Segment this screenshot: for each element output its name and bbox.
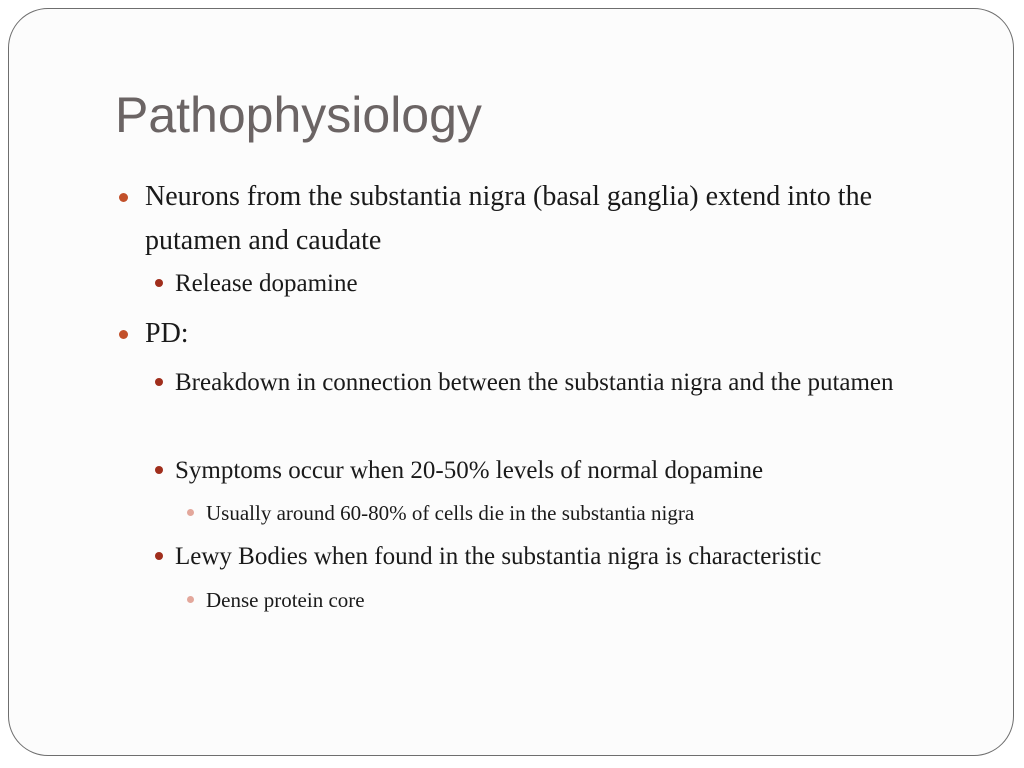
slide-content — [9, 9, 1013, 755]
bullet-dot-icon — [155, 552, 163, 560]
bullet-item — [206, 586, 966, 614]
bullet-item — [175, 263, 975, 304]
bullet-item — [175, 536, 975, 577]
bullet-item — [206, 499, 966, 527]
slide-title: Pathophysiology — [115, 87, 482, 143]
bullet-item — [145, 312, 975, 356]
bullet-dot-icon — [155, 378, 163, 386]
bullet-dot-icon — [187, 596, 194, 603]
bullet-text: Lewy Bodies when found in the substantia nigra is characteristic — [175, 543, 822, 570]
bullet-text: Dense protein core — [206, 588, 365, 612]
slide — [8, 8, 1014, 756]
bullet-text: PD: — [145, 318, 189, 349]
bullet-dot-icon — [155, 279, 163, 287]
bullet-text: Release dopamine — [175, 270, 358, 297]
bullet-text: Symptoms occur when 20-50% levels of normal dopamine — [175, 457, 764, 484]
bullet-item — [175, 362, 975, 403]
bullet-text: Usually around 60-80% of cells die in the substantia nigra — [206, 501, 695, 525]
bullet-item — [145, 175, 975, 263]
bullet-item — [175, 450, 975, 491]
bullet-text: Neurons from the substantia nigra (basal ganglia) extend into the putamen and caudate — [145, 181, 873, 256]
bullet-dot-icon — [155, 466, 163, 474]
bullet-dot-icon — [187, 509, 194, 516]
bullet-dot-icon — [119, 330, 128, 339]
bullet-text: Breakdown in connection between the substantia nigra and the putamen — [175, 369, 894, 396]
bullet-dot-icon — [119, 193, 128, 202]
